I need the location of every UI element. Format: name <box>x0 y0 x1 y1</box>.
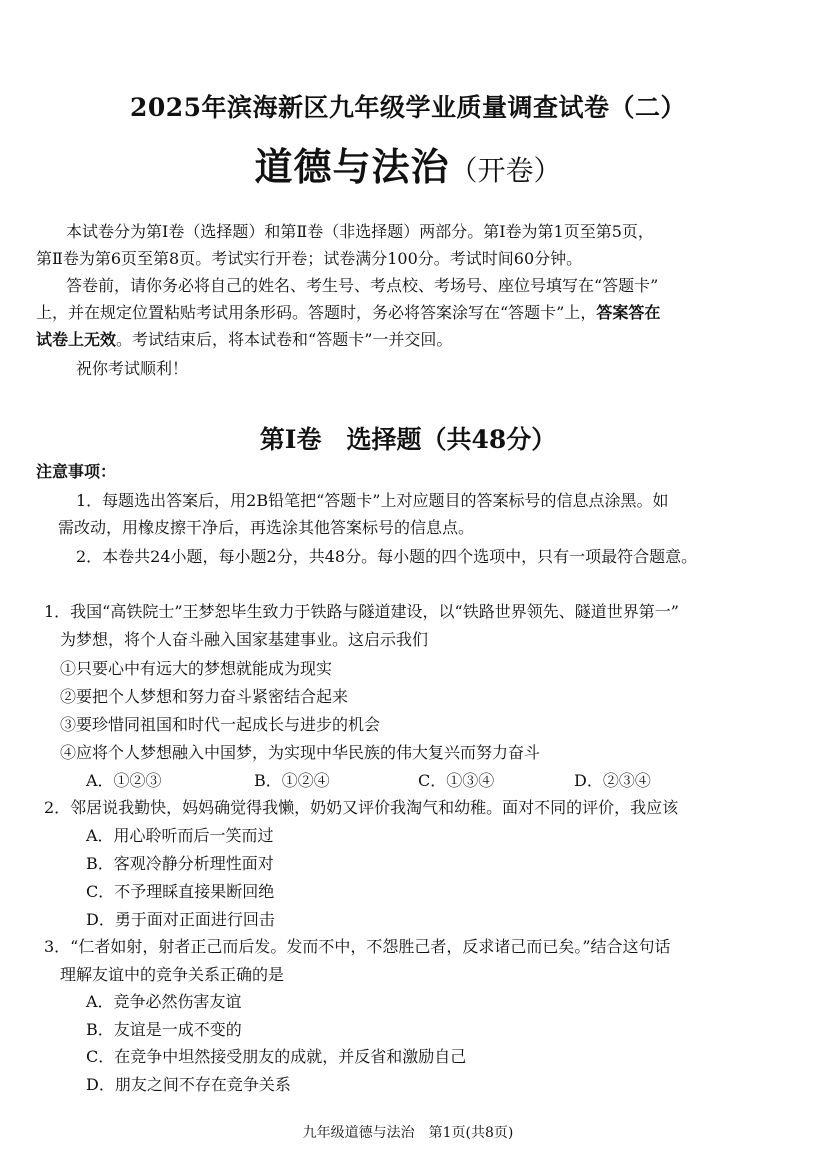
q2-choice-a: A．用心聆听而后一笑而过 <box>86 826 274 845</box>
q1-choice-a: A．①②③ <box>86 771 162 790</box>
q3-choice-a: A．竞争必然伤害友谊 <box>86 992 242 1011</box>
subject-name: 道德与法治 <box>254 144 450 189</box>
q3-choice-b: B．友谊是一成不变的 <box>86 1020 242 1039</box>
subject-note: （开卷） <box>449 154 562 187</box>
q1-stem-line-1: 1．我国“高铁院士”王梦恕毕生致力于铁路与隧道建设，以“铁路世界领先、隧道世界第一” <box>44 602 679 621</box>
q1-statement-1: ①只要心中有远大的梦想就能成为现实 <box>60 659 333 678</box>
exam-title: 2025年滨海新区九年级学业质量调查试卷（二） <box>129 93 687 122</box>
intro-line-2: 第Ⅱ卷为第6页至第8页。考试实行开卷；试卷满分100分。考试时间60分钟。 <box>36 249 583 268</box>
section-title: 第Ⅰ卷 选择题（共48分） <box>259 425 557 454</box>
intro-line-5-text: 。考试结束后，将本试卷和“答题卡”一并交回。 <box>116 330 453 349</box>
intro-line-5 <box>36 326 452 353</box>
subject-title <box>0 136 816 191</box>
q2-choice-b: B．客观冷静分析理性面对 <box>86 854 274 873</box>
intro-wish: 祝你考试顺利！ <box>76 359 189 378</box>
q1-statement-2: ②要把个人梦想和努力奋斗紧密结合起来 <box>60 687 349 706</box>
q3-choice-d: D．朋友之间不存在竞争关系 <box>86 1075 291 1094</box>
intro-line-1: 本试卷分为第Ⅰ卷（选择题）和第Ⅱ卷（非选择题）两部分。第Ⅰ卷为第1页至第5页， <box>66 222 654 241</box>
q1-statement-3: ③要珍惜同祖国和时代一起成长与进步的机会 <box>60 715 381 734</box>
q3-stem-line-2: 理解友谊中的竞争关系正确的是 <box>60 965 285 984</box>
notice-2: 2．本卷共24小题，每小题2分，共48分。每小题的四个选项中，只有一项最符合题意。 <box>76 547 698 566</box>
notice-1-line-2: 需改动，用橡皮擦干净后，再选涂其他答案标号的信息点。 <box>58 518 475 537</box>
q2-stem: 2．邻居说我勤快，妈妈确觉得我懒，奶奶又评价我淘气和幼稚。面对不同的评价，我应该 <box>44 798 679 817</box>
notice-1-line-1: 1．每题选出答案后，用2B铅笔把“答题卡”上对应题目的答案标号的信息点涂黑。如 <box>76 491 669 510</box>
q3-stem-line-1: 3．“仁者如射，射者正己而后发。发而不中，不怨胜己者，反求诸己而已矣。”结合这句话 <box>44 937 671 956</box>
intro-line-5-bold: 试卷上无效 <box>36 330 117 349</box>
q2-choice-d: D．勇于面对正面进行回击 <box>86 910 275 929</box>
q1-choice-d: D．②③④ <box>574 771 651 790</box>
page-footer: 九年级道德与法治 第1页(共8页) <box>302 1125 514 1141</box>
q1-stem-line-2: 为梦想，将个人奋斗融入国家基建事业。这启示我们 <box>60 630 429 649</box>
intro-line-4-text: 上，并在规定位置粘贴考试用条形码。答题时，务必将答案涂写在“答题卡”上， <box>36 303 597 322</box>
q3-choice-c: C．在竞争中坦然接受朋友的成就，并反省和激励自己 <box>86 1047 467 1066</box>
q1-choice-c: C．①③④ <box>418 771 495 790</box>
intro-line-4-bold: 答案答在 <box>596 303 661 322</box>
notice-heading: 注意事项： <box>36 462 117 481</box>
q1-choice-b: B．①②④ <box>254 771 330 790</box>
intro-line-4 <box>36 299 660 326</box>
intro-line-3: 答卷前，请你务必将自己的姓名、考生号、考点校、考场号、座位号填写在“答题卡” <box>66 276 659 295</box>
q2-choice-c: C．不予理睬直接果断回绝 <box>86 882 275 901</box>
q1-statement-4: ④应将个人梦想融入中国梦，为实现中华民族的伟大复兴而努力奋斗 <box>60 743 541 762</box>
